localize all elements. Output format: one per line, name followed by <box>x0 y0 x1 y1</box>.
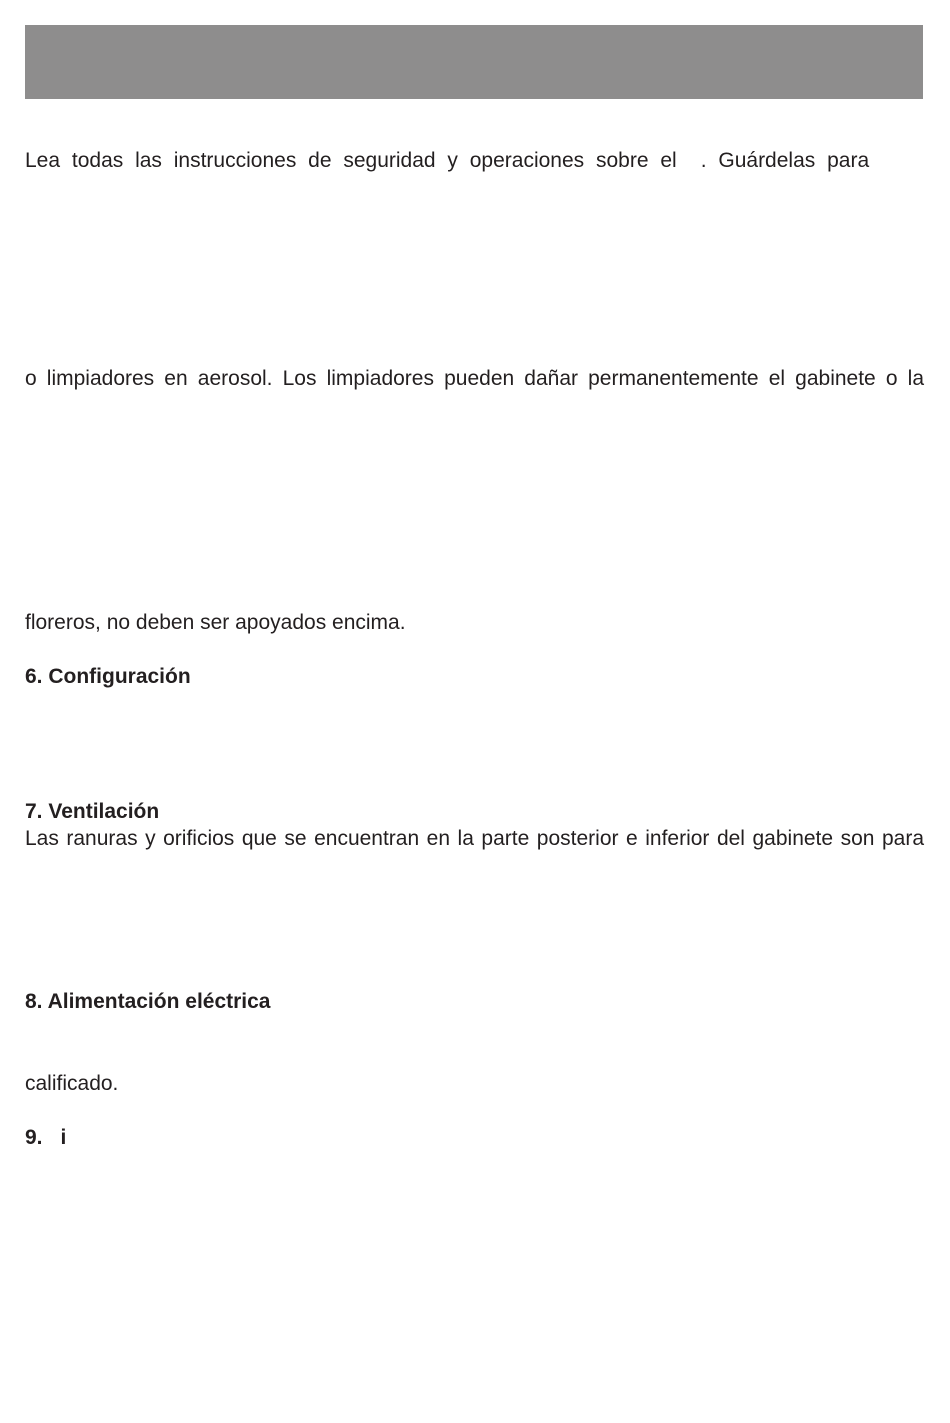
cleaning-line: o limpiadores en aerosol. Los limpiadores pueden dañar permanentemente el gabinete o la <box>25 367 924 390</box>
ventilation-line: Las ranuras y orificios que se encuentran en la parte posterior e inferior del gabinete son para <box>25 827 924 850</box>
intro-text-part1: Lea todas las instrucciones de seguridad y operaciones sobre el <box>25 149 677 172</box>
section-7-heading: 7. Ventilación <box>25 800 160 823</box>
floreros-line: floreros, no deben ser apoyados encima. <box>25 611 406 634</box>
section-9-number: 9. <box>25 1126 43 1149</box>
intro-line <box>25 148 870 174</box>
calificado-line: calificado. <box>25 1072 119 1095</box>
intro-text-part2: . Guárdelas para <box>700 149 870 172</box>
section-6-heading: 6. Configuración <box>25 665 191 688</box>
section-header-bar <box>25 25 923 99</box>
section-8-heading: 8. Alimentación eléctrica <box>25 990 271 1013</box>
section-9-text: i <box>60 1126 67 1149</box>
section-9-heading <box>25 1125 66 1151</box>
